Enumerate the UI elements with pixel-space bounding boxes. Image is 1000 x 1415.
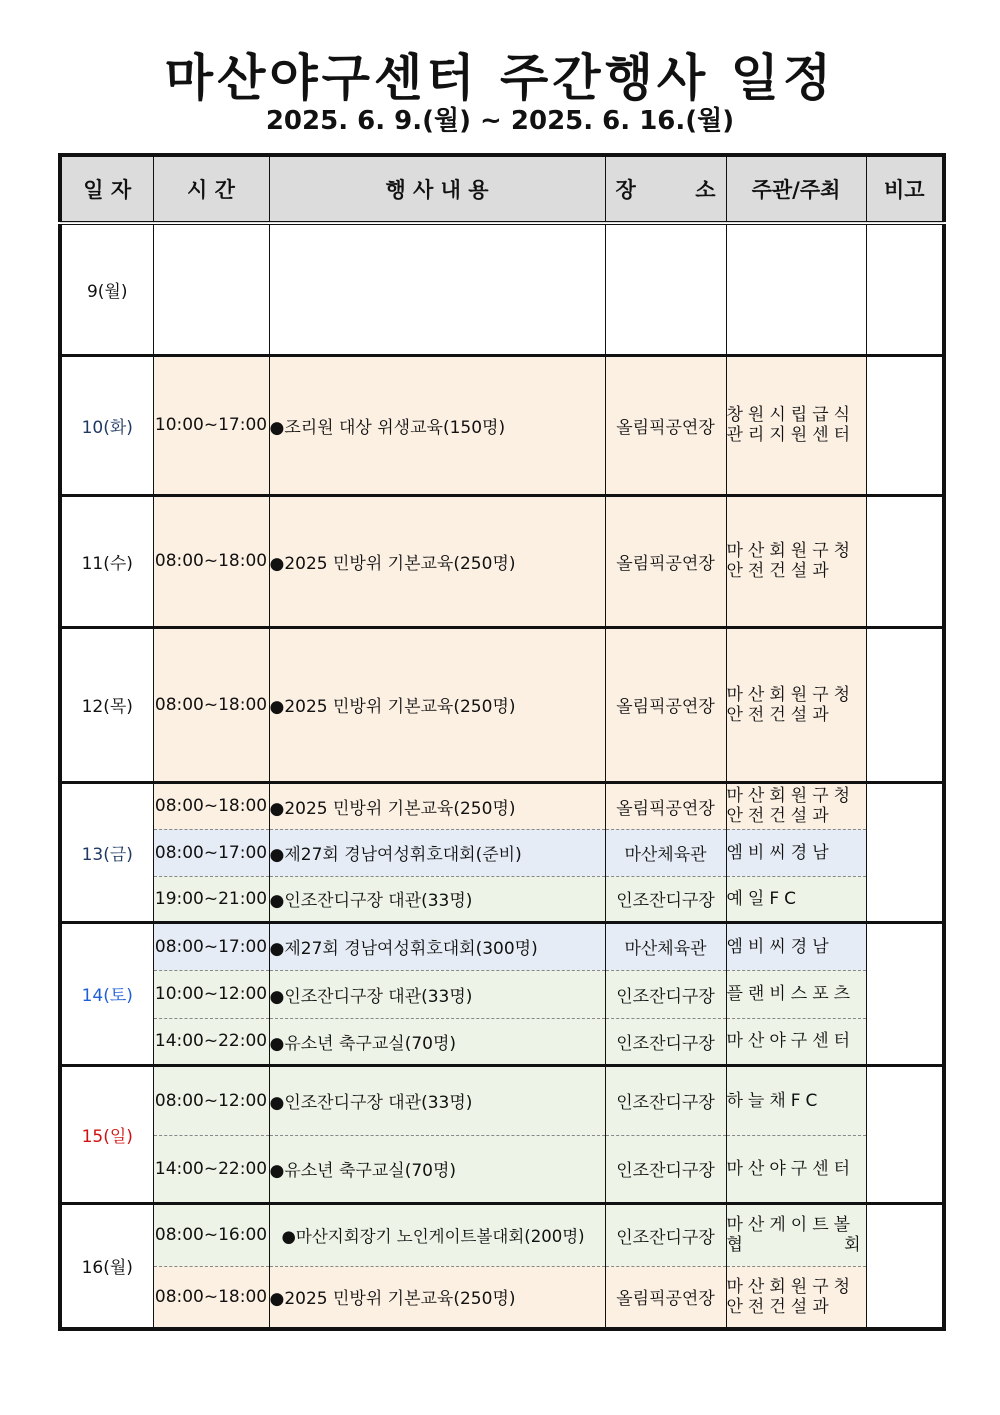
org-cell: 마산야구센터 xyxy=(726,1018,866,1065)
event-cell: ●인조잔디구장 대관(33명) xyxy=(269,1065,605,1135)
place-cell: 인조잔디구장 xyxy=(605,1065,726,1135)
time-cell: 08:00~18:00 xyxy=(153,627,269,782)
table-row xyxy=(60,1266,944,1329)
table-row xyxy=(60,1065,944,1135)
note-cell xyxy=(866,355,944,495)
event-cell: ●조리원 대상 위생교육(150명) xyxy=(269,355,605,495)
event-cell: ●제27회 경남여성휘호대회(준비) xyxy=(269,829,605,876)
header-time: 시 간 xyxy=(153,155,269,223)
table-row xyxy=(60,1203,944,1266)
table-row xyxy=(60,1018,944,1065)
date-cell: 15(일) xyxy=(60,1065,153,1203)
place-cell: 올림픽공연장 xyxy=(605,782,726,829)
event-cell: ●제27회 경남여성휘호대회(300명) xyxy=(269,922,605,970)
header-event: 행 사 내 용 xyxy=(269,155,605,223)
schedule-table xyxy=(58,153,946,1331)
table-row xyxy=(60,922,944,970)
table-row xyxy=(60,1135,944,1203)
place-cell: 인조잔디구장 xyxy=(605,876,726,922)
org-cell: 마산야구센터 xyxy=(726,1135,866,1203)
event-cell: ●2025 민방위 기본교육(250명) xyxy=(269,627,605,782)
place-cell: 인조잔디구장 xyxy=(605,1203,726,1266)
time-cell: 10:00~12:00 xyxy=(153,970,269,1018)
place-cell: 인조잔디구장 xyxy=(605,1018,726,1065)
place-cell: 마산체육관 xyxy=(605,922,726,970)
note-cell xyxy=(866,1203,944,1329)
place-cell: 인조잔디구장 xyxy=(605,1135,726,1203)
time-cell: 08:00~18:00 xyxy=(153,1266,269,1329)
org-cell: 창원시립급식 관리지원센터 xyxy=(726,355,866,495)
note-cell xyxy=(866,782,944,922)
time-cell: 14:00~22:00 xyxy=(153,1018,269,1065)
table-row xyxy=(60,829,944,876)
header-place-a: 장 xyxy=(615,178,636,202)
place-cell: 올림픽공연장 xyxy=(605,627,726,782)
org-cell: 마산회원구청 안전건설과 xyxy=(726,1266,866,1329)
org-cell: 하늘채FC xyxy=(726,1065,866,1135)
event-cell: ●인조잔디구장 대관(33명) xyxy=(269,876,605,922)
table-row xyxy=(60,223,944,355)
date-cell: 13(금) xyxy=(60,782,153,922)
event-cell: ●2025 민방위 기본교육(250명) xyxy=(269,1266,605,1329)
note-cell xyxy=(866,1065,944,1203)
date-cell: 12(목) xyxy=(60,627,153,782)
header-row xyxy=(60,155,944,223)
time-cell: 19:00~21:00 xyxy=(153,876,269,922)
org-cell: 마산회원구청 안전건설과 xyxy=(726,495,866,627)
date-cell: 14(토) xyxy=(60,922,153,1065)
time-cell: 08:00~18:00 xyxy=(153,495,269,627)
time-cell: 08:00~12:00 xyxy=(153,1065,269,1135)
org-cell: 엠비씨경남 xyxy=(726,922,866,970)
event-cell: ●2025 민방위 기본교육(250명) xyxy=(269,782,605,829)
table-row xyxy=(60,627,944,782)
org-cell: 마산회원구청 안전건설과 xyxy=(726,627,866,782)
date-cell: 10(화) xyxy=(60,355,153,495)
header-date: 일 자 xyxy=(60,155,153,223)
table-row xyxy=(60,970,944,1018)
table-row xyxy=(60,876,944,922)
event-cell: ●마산지회장기 노인게이트볼대회(200명) xyxy=(269,1203,605,1266)
date-cell: 9(월) xyxy=(60,223,153,355)
table-row xyxy=(60,495,944,627)
time-cell: 08:00~18:00 xyxy=(153,782,269,829)
header-org: 주관/주최 xyxy=(726,155,866,223)
place-cell: 인조잔디구장 xyxy=(605,970,726,1018)
org-cell: 마산게이트볼 협 회 xyxy=(726,1203,866,1266)
place-cell: 올림픽공연장 xyxy=(605,495,726,627)
event-cell: ●인조잔디구장 대관(33명) xyxy=(269,970,605,1018)
time-cell: 08:00~17:00 xyxy=(153,922,269,970)
time-cell: 10:00~17:00 xyxy=(153,355,269,495)
org-cell: 마산회원구청 안전건설과 xyxy=(726,782,866,829)
time-cell: 14:00~22:00 xyxy=(153,1135,269,1203)
date-cell: 11(수) xyxy=(60,495,153,627)
header-place-b: 소 xyxy=(695,178,716,202)
event-cell: ●유소년 축구교실(70명) xyxy=(269,1135,605,1203)
time-cell: 08:00~16:00 xyxy=(153,1203,269,1266)
table-row xyxy=(60,782,944,829)
org-cell: 엠비씨경남 xyxy=(726,829,866,876)
org-cell: 예일FC xyxy=(726,876,866,922)
note-cell xyxy=(866,922,944,1065)
table-row xyxy=(60,355,944,495)
event-cell: ●2025 민방위 기본교육(250명) xyxy=(269,495,605,627)
header-note: 비고 xyxy=(866,155,944,223)
place-cell: 올림픽공연장 xyxy=(605,1266,726,1329)
note-cell xyxy=(866,223,944,355)
note-cell xyxy=(866,627,944,782)
event-cell: ●유소년 축구교실(70명) xyxy=(269,1018,605,1065)
header-place xyxy=(605,155,726,223)
date-range: 2025. 6. 9.(월) ~ 2025. 6. 16.(월) xyxy=(265,106,735,136)
place-cell: 올림픽공연장 xyxy=(605,355,726,495)
time-cell: 08:00~17:00 xyxy=(153,829,269,876)
page-title: 마산야구센터 주간행사 일정 xyxy=(164,49,836,107)
note-cell xyxy=(866,495,944,627)
place-cell: 마산체육관 xyxy=(605,829,726,876)
org-cell: 플랜비스포츠 xyxy=(726,970,866,1018)
date-cell: 16(월) xyxy=(60,1203,153,1329)
